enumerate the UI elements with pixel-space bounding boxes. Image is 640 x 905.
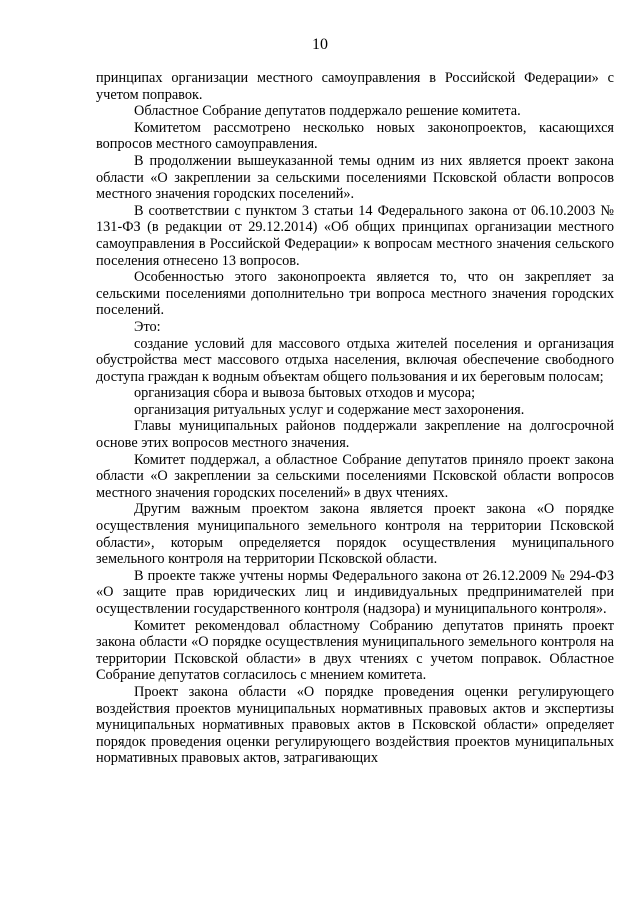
paragraph: Проект закона области «О порядке проведения оценки регулирующего воздействия проектов муниципальных нормативных правовых актов и экспертизы муниципальных нормативных правовых актов в Псковской области» определяет порядок проведения оценки регулирующего воздействия проектов муниципальных нормативных правовых актов, затрагивающих [96, 683, 614, 767]
paragraph: Особенностью этого законопроекта является то, что он закрепляет за сельскими поселениями дополнительно три вопроса местного значения городских поселений. [96, 269, 614, 319]
document-body [96, 70, 614, 767]
paragraph: Другим важным проектом закона является проект закона «О порядке осуществления муниципального земельного контроля на территории Псковской области», которым определяется порядок осуществления муниципального земельного контроля на территории Псковской области. [96, 501, 614, 568]
paragraph: В соответствии с пунктом 3 статьи 14 Федерального закона от 06.10.2003 № 131-ФЗ (в редакции от 29.12.2014) «Об общих принципах организации местного самоуправления в Российской Федерации» к вопросам местного значения сельского поселения отнесено 13 вопросов. [96, 202, 614, 269]
paragraph: Комитет поддержал, а областное Собрание депутатов приняло проект закона области «О закреплении за сельскими поселениями Псковской области вопросов местного значения городских поселений» в двух чтениях. [96, 451, 614, 501]
list-item: организация ритуальных услуг и содержание мест захоронения. [134, 401, 525, 418]
list-item: организация сбора и вывоза бытовых отходов и мусора; [134, 385, 476, 402]
paragraph: Главы муниципальных районов поддержали закрепление на долгосрочной основе этих вопросов местного значения. [96, 418, 614, 452]
page-number: 10 [312, 36, 328, 53]
paragraph: принципах организации местного самоуправления в Российской Федерации» с учетом поправок. [96, 70, 614, 103]
paragraph: Это: [134, 318, 161, 335]
paragraph: Комитетом рассмотрено несколько новых законопроектов, касающихся вопросов местного самоуправления. [96, 119, 614, 153]
paragraph: В проекте также учтены нормы Федерального закона от 26.12.2009 № 294-ФЗ «О защите прав юридических лиц и индивидуальных предпринимателей при осуществлении государственного контроля (надзора) и муниципального контроля». [96, 567, 614, 617]
paragraph: В продолжении вышеуказанной темы одним из них является проект закона области «О закреплении за сельскими поселениями Псковской области вопросов местного значения городских поселений». [96, 152, 614, 203]
list-item: создание условий для массового отдыха жителей поселения и организация обустройства мест массового отдыха населения, включая обеспечение свободного доступа граждан к водным объектам общего пользования и их береговым полосам; [96, 335, 614, 385]
paragraph: Комитет рекомендовал областному Собранию депутатов принять проект закона области «О порядке осуществления муниципального земельного контроля на территории Псковской области» в двух чтениях с учетом поправок. Областное Собрание депутатов согласилось с мнением комитета. [96, 617, 614, 684]
paragraph: Областное Собрание депутатов поддержало решение комитета. [134, 103, 521, 120]
